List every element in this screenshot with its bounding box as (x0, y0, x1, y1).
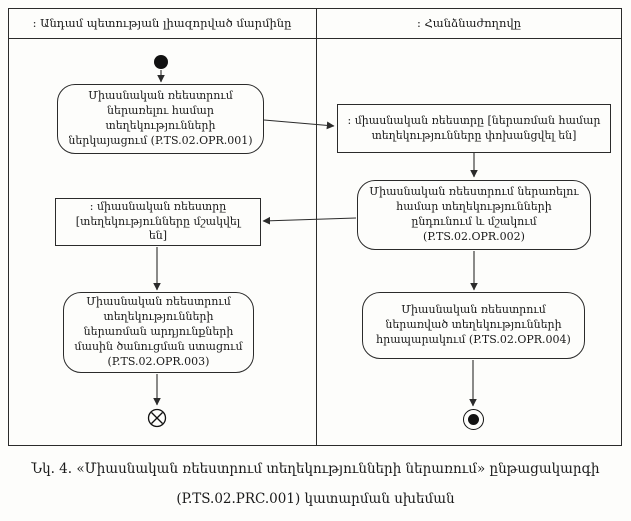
object-node-registry-processed-label: : միասնական ռեեստրը [տեղեկությունները մշակվել են] (75, 199, 241, 243)
action-opr004-label: Միասնական ռեեստրում ներառված տեղեկությունների հրապարակում (P.TS.02.OPR.004) (376, 303, 571, 346)
object-node-registry-transferred (337, 104, 611, 153)
lane-divider (316, 8, 317, 446)
lane-header-separator (8, 38, 622, 39)
action-opr001 (57, 84, 264, 154)
action-opr001-label: Միասնական ռեեստրում ներառելու համար տեղեկությունների ներկայացում (P.TS.02.OPR.001) (68, 89, 253, 147)
action-opr002 (357, 180, 591, 250)
figure-caption-line2: (P.TS.02.PRC.001) կատարման սխեման (176, 491, 455, 508)
lane-title-commission: : Հանձնաժողովը (417, 16, 521, 30)
figure-caption (0, 461, 631, 521)
object-node-registry-processed (55, 198, 261, 246)
action-opr003 (63, 292, 254, 373)
action-opr003-label: Միասնական ռեեստրում տեղեկությունների ներառման արդյունքների մասին ծանուցման ստացում (P.TS.02.OPR.003) (74, 295, 243, 368)
lane-title-authorized-body: : Անդամ պետության լիազորված մարմինը (32, 16, 292, 30)
action-opr004 (362, 292, 585, 359)
figure-caption-line1: Նկ. 4. «Միասնական ռեեստրում տեղեկությունների ներառում» ընթացակարգի (31, 461, 600, 477)
object-node-registry-transferred-label: : միասնական ռեեստրը [ներառման համար տեղեկությունները փոխանցվել են] (347, 113, 601, 142)
flow-final-icon (147, 408, 167, 428)
initial-node-icon (154, 55, 168, 69)
activity-final-core (468, 414, 479, 425)
activity-final-icon (463, 409, 484, 430)
action-opr002-label: Միասնական ռեեստրում ներառելու համար տեղեկությունների ընդունում և մշակում (P.TS.02.OPR.002) (369, 185, 579, 243)
